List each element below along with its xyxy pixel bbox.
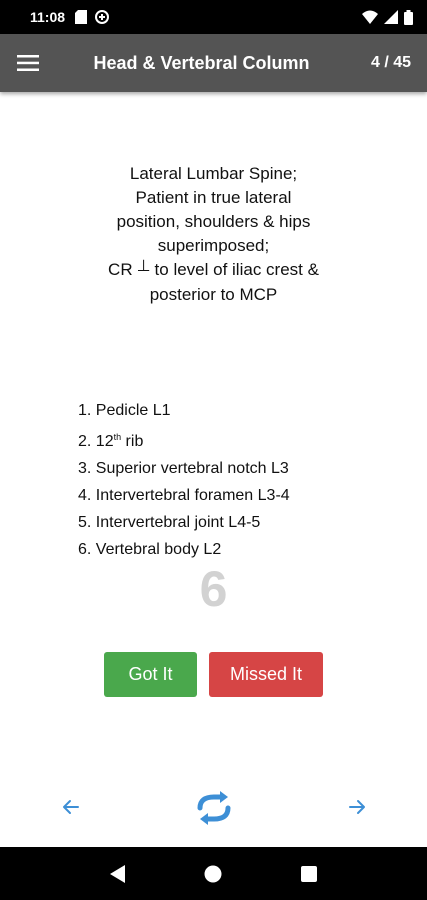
card-question <box>60 162 367 307</box>
system-back-button[interactable] <box>98 854 138 894</box>
list-item-superscript: th <box>113 432 122 442</box>
answer-buttons <box>0 652 427 697</box>
list-item: 5. Intervertebral joint L4-5 <box>78 514 261 531</box>
status-system-icons <box>362 10 413 25</box>
wifi-icon <box>362 10 378 24</box>
list-item-text: 2. 12 <box>78 433 114 450</box>
page-title: Head & Vertebral Column <box>93 52 310 73</box>
list-item: 3. Superior vertebral notch L3 <box>78 460 289 477</box>
previous-card-button[interactable] <box>56 792 86 822</box>
got-it-button[interactable]: Got It <box>104 652 197 697</box>
perpendicular-symbol: ⊥ <box>136 258 151 275</box>
arrow-right-icon <box>342 792 372 822</box>
list-item: 1. Pedicle L1 <box>78 402 171 419</box>
card-counter: 4 / 45 <box>370 54 411 71</box>
status-notification-icons <box>75 10 109 24</box>
menu-button[interactable] <box>0 34 56 92</box>
question-cr-rest: to level of iliac crest & <box>154 260 319 279</box>
question-line: Lateral Lumbar Spine; <box>129 164 298 183</box>
status-time: 11:08 <box>30 9 66 25</box>
missed-it-button[interactable]: Missed It <box>209 652 323 697</box>
list-item: 6. Vertebral body L2 <box>78 541 222 558</box>
card-navigation <box>0 788 427 828</box>
home-circle-icon <box>204 865 222 883</box>
data-saver-icon <box>95 10 109 24</box>
next-card-button[interactable] <box>342 792 372 822</box>
battery-icon <box>404 10 413 25</box>
cell-signal-icon <box>384 10 398 24</box>
question-line: superimposed; <box>157 236 270 255</box>
flip-card-icon <box>190 788 238 828</box>
app-bar <box>0 34 427 92</box>
list-item <box>78 424 378 455</box>
answer-list <box>78 397 378 563</box>
arrow-left-icon <box>56 792 86 822</box>
flip-card-button[interactable] <box>190 788 238 828</box>
question-line <box>60 258 367 283</box>
question-line: posterior to MCP <box>149 285 278 304</box>
flashcard[interactable] <box>0 92 427 847</box>
status-bar <box>0 0 427 34</box>
question-line: position, shoulders & hips <box>116 212 311 231</box>
back-triangle-icon <box>110 865 126 883</box>
system-home-button[interactable] <box>193 854 233 894</box>
menu-icon <box>17 55 39 71</box>
card-number: 6 <box>199 561 228 617</box>
question-line: Patient in true lateral <box>135 188 292 207</box>
recents-square-icon <box>301 866 317 882</box>
sd-card-icon <box>75 10 87 24</box>
list-item-text: rib <box>121 433 144 450</box>
list-item: 4. Intervertebral foramen L3-4 <box>78 487 290 504</box>
question-cr: CR <box>108 260 133 279</box>
system-navigation-bar <box>0 847 427 900</box>
system-recents-button[interactable] <box>289 854 329 894</box>
